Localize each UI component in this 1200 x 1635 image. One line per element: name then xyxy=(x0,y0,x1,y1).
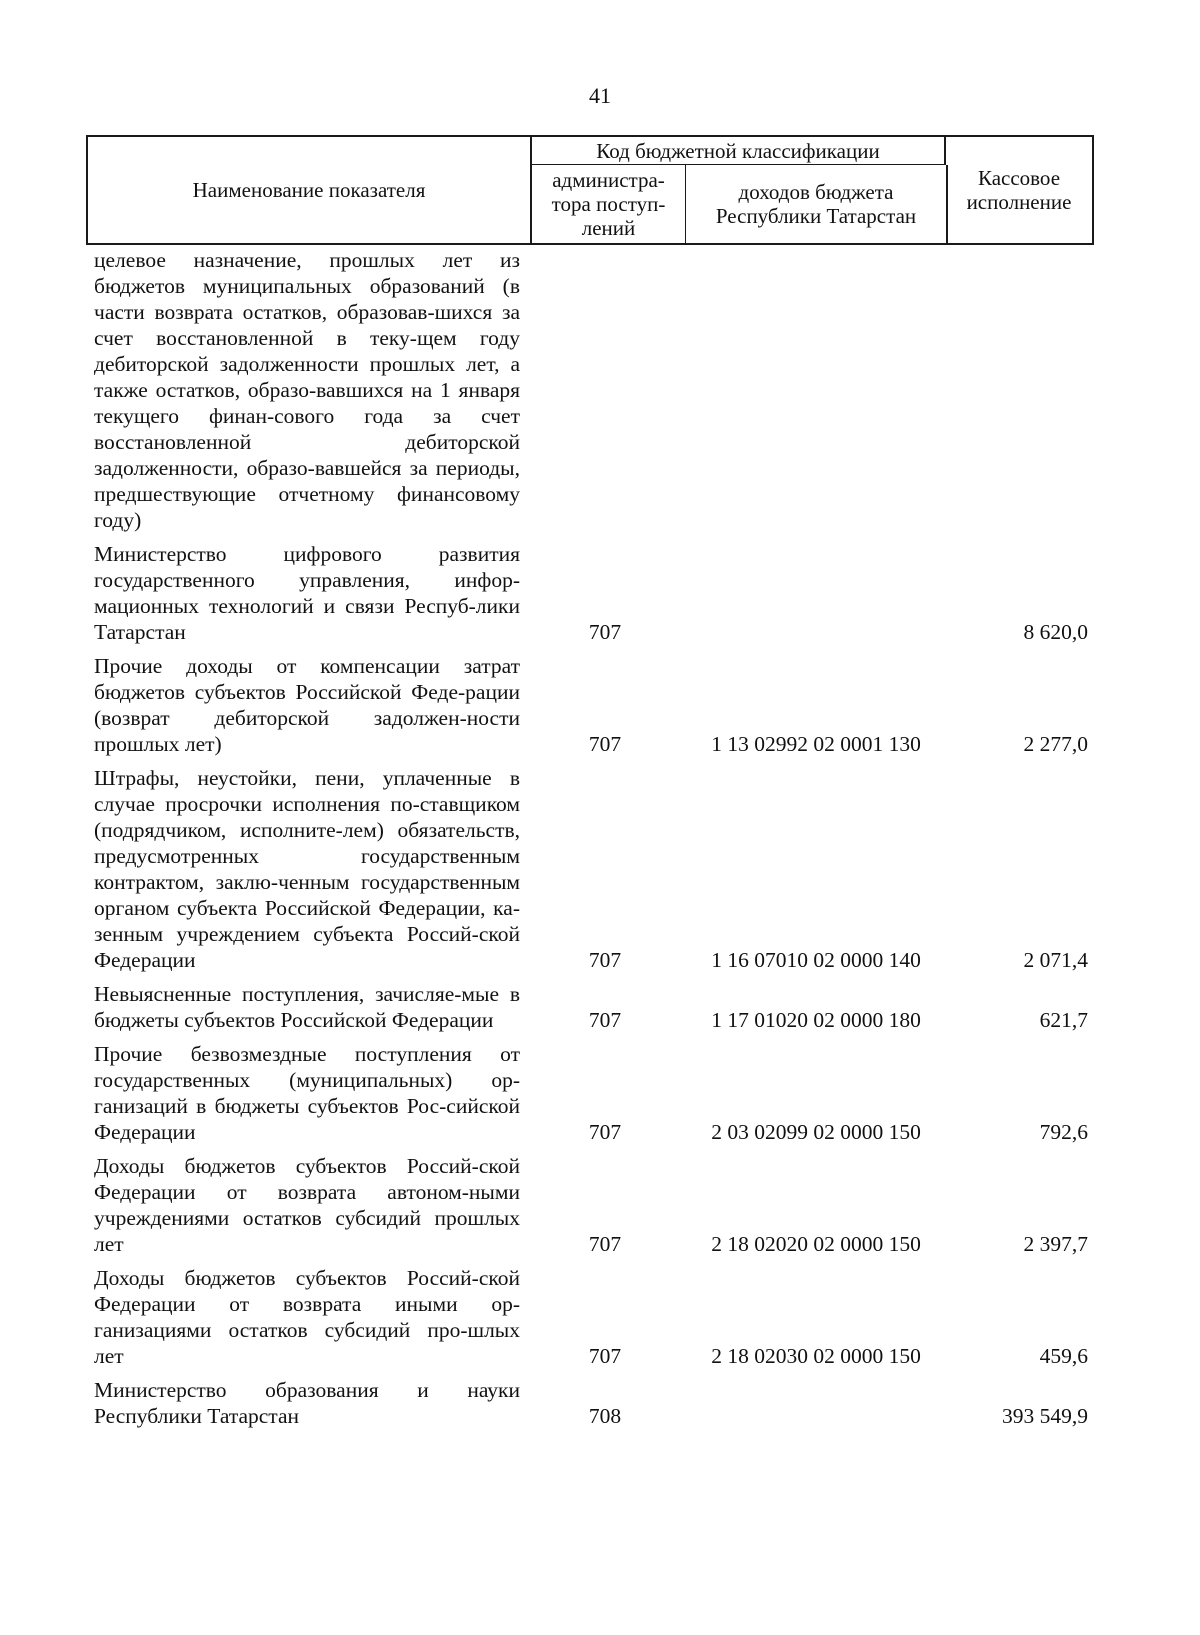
table-row xyxy=(0,541,1200,645)
cash-amount: 459,6 xyxy=(1039,1344,1088,1368)
table-body xyxy=(0,247,1200,1437)
table-row xyxy=(0,247,1200,533)
indicator-name: Прочие доходы от компенсации затрат бюджетов субъектов Российской Феде-рации (возврат дебиторской задолжен-ности прошлых лет) xyxy=(94,654,520,756)
table-row xyxy=(0,1377,1200,1429)
administrator-code: 707 xyxy=(588,1008,622,1032)
income-code: 1 16 07010 02 0000 140 xyxy=(711,948,921,972)
income-code: 2 18 02030 02 0000 150 xyxy=(711,1344,921,1368)
header-cash-line: исполнение xyxy=(966,190,1072,214)
income-code: 1 13 02992 02 0001 130 xyxy=(711,732,921,756)
header-admin-line: лений xyxy=(581,216,636,240)
indicator-name: Доходы бюджетов субъектов Россий-ской Федерации от возврата автоном-ными учреждениями остатков субсидий прошлых лет xyxy=(94,1154,520,1256)
administrator-code: 707 xyxy=(588,732,622,756)
income-code: 2 18 02020 02 0000 150 xyxy=(711,1232,921,1256)
header-indicator-name: Наименование показателя xyxy=(88,137,532,243)
cash-amount: 2 397,7 xyxy=(1023,1232,1088,1256)
header-cash-line: Кассовое xyxy=(977,166,1061,190)
table-row xyxy=(0,1265,1200,1369)
table-row xyxy=(0,1041,1200,1145)
indicator-name: Невыясненные поступления, зачисляе-мые в бюджеты субъектов Российской Федерации xyxy=(94,982,520,1032)
page-number: 41 xyxy=(589,83,611,108)
header-cash-execution xyxy=(946,137,1092,243)
header-income-line: Республики Татарстан xyxy=(715,204,917,228)
header-admin-line: администра- xyxy=(552,168,665,192)
cash-amount: 621,7 xyxy=(1039,1008,1088,1032)
header-administrator-code xyxy=(532,165,686,243)
header-income-line: доходов бюджета xyxy=(738,180,894,204)
cash-amount: 792,6 xyxy=(1039,1120,1088,1144)
administrator-code: 708 xyxy=(588,1404,622,1428)
table-row xyxy=(0,765,1200,973)
header-budget-classification-code: Код бюджетной классификации xyxy=(532,137,946,165)
header-income-code xyxy=(686,165,948,243)
indicator-name: Штрафы, неустойки, пени, уплаченные в случае просрочки исполнения по-ставщиком (подрядчиком, исполните-лем) обязательств, предусмотренных государственным контрактом, заклю-ченным государственным органом субъекта Российской Федерации, ка-зенным учреждением субъекта Россий-ской Федерации xyxy=(94,766,520,972)
indicator-name: Министерство образования и науки Республики Татарстан xyxy=(94,1378,520,1428)
table-row xyxy=(0,653,1200,757)
header-admin-line: тора поступ- xyxy=(551,192,666,216)
table-row xyxy=(0,1153,1200,1257)
table-header xyxy=(86,135,1094,245)
cash-amount: 2 277,0 xyxy=(1023,732,1088,756)
income-code: 1 17 01020 02 0000 180 xyxy=(711,1008,921,1032)
cash-amount: 393 549,9 xyxy=(1002,1404,1088,1428)
table-row xyxy=(0,981,1200,1033)
administrator-code: 707 xyxy=(588,1120,622,1144)
indicator-name: Прочие безвозмездные поступления от государственных (муниципальных) ор-ганизаций в бюджеты субъектов Рос-сийской Федерации xyxy=(94,1042,520,1144)
indicator-name: целевое назначение, прошлых лет из бюджетов муниципальных образований (в части возврата остатков, образовав-шихся за счет восстановленной в теку-щем году дебиторской задолженности прошлых лет, а также остатков, образо-вавшихся на 1 января текущего финан-сового года за счет восстановленной дебиторской задолженности, образо-вавшейся за периоды, предшествующие отчетному финансовому году) xyxy=(94,248,520,532)
indicator-name: Министерство цифрового развития государственного управления, инфор-мационных технологий и связи Респуб-лики Татарстан xyxy=(94,542,520,644)
administrator-code: 707 xyxy=(588,620,622,644)
administrator-code: 707 xyxy=(588,1344,622,1368)
cash-amount: 8 620,0 xyxy=(1023,620,1088,644)
administrator-code: 707 xyxy=(588,1232,622,1256)
income-code: 2 03 02099 02 0000 150 xyxy=(711,1120,921,1144)
administrator-code: 707 xyxy=(588,948,622,972)
cash-amount: 2 071,4 xyxy=(1023,948,1088,972)
indicator-name: Доходы бюджетов субъектов Россий-ской Федерации от возврата иными ор-ганизациями остатков субсидий про-шлых лет xyxy=(94,1266,520,1368)
